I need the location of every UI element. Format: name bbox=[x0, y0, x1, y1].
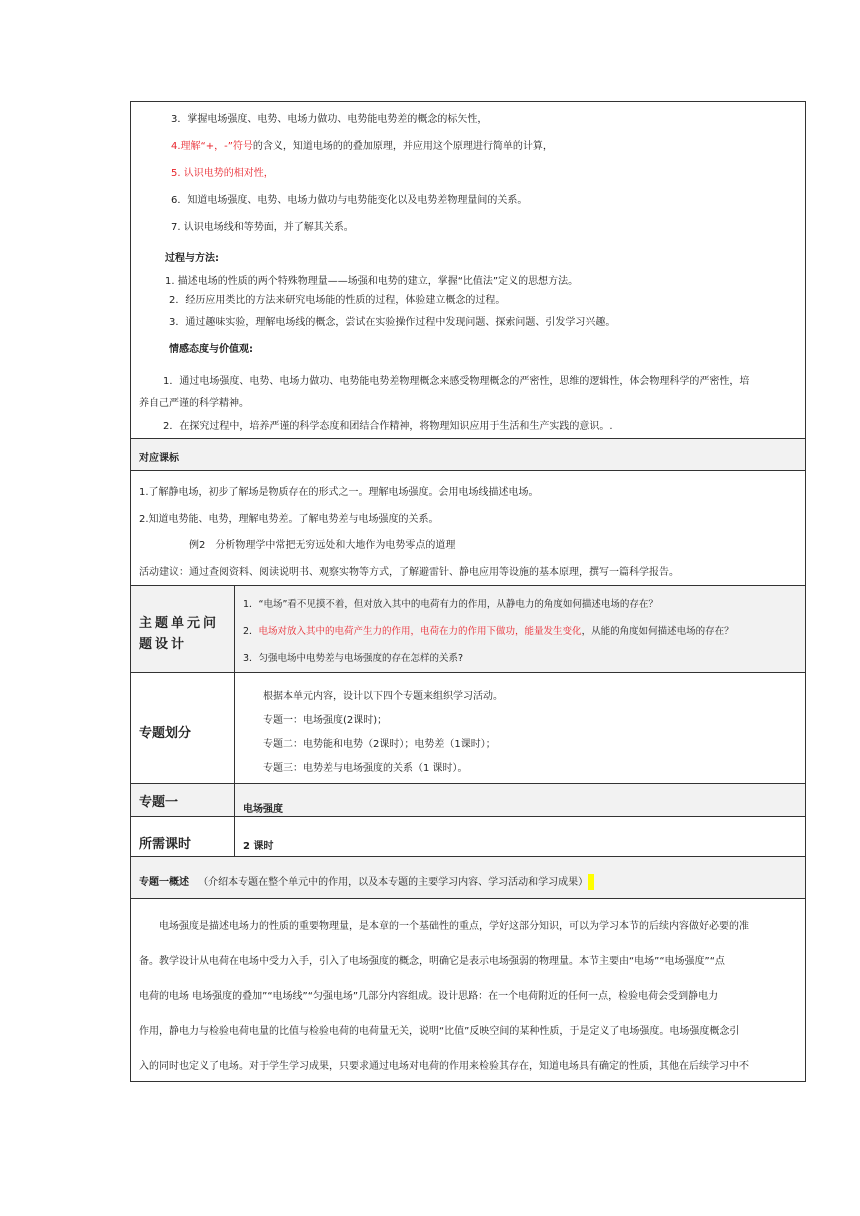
objective-item-4-red: 理解“+，-”符号 bbox=[180, 141, 253, 152]
objective-item-4-rest: 的含义，知道电场的的叠加原理，并应用这个原理进行简单的计算， bbox=[252, 141, 553, 152]
objective-item-5: 5. 认识电势的相对性， bbox=[171, 168, 274, 179]
process-item-3: 3．通过趣味实验，理解电场线的概念，尝试在实验操作过程中发现问题、探索问题、引发学习兴趣。 bbox=[169, 317, 616, 328]
divider bbox=[131, 438, 805, 439]
unit-question-2-rest: ，从能的角度如何描述电场的存在？ bbox=[581, 626, 734, 637]
overview-line-5: 入的同时也定义了电场。对于学生学习成果，只要求通过电场对电荷的作用来检验其存在，知道电场具有确定的性质，其他在后续学习中不 bbox=[139, 1061, 749, 1072]
divider bbox=[131, 898, 805, 899]
divider bbox=[131, 816, 805, 817]
hours-label: 所需课时 bbox=[139, 837, 192, 852]
standard-line-1: 1.了解静电场，初步了解场是物质存在的形式之一。理解电场强度。会用电场线描述电场。 bbox=[139, 487, 539, 498]
topic1-label: 专题一 bbox=[139, 795, 179, 810]
standard-line-2: 2.知道电势能、电势，理解电势差。了解电势差与电场强度的关系。 bbox=[139, 514, 439, 525]
overview-line-3: 电荷的电场 电场强度的叠加”“电场线”“匀强电场”几部分内容组成。设计思路：在一个电荷附近的任何一点，检验电荷会受到静电力 bbox=[139, 991, 719, 1002]
objective-item-7: 7. 认识电场线和等势面，并了解其关系。 bbox=[171, 222, 354, 233]
topic-line-1: 专题一：电场强度(2课时)； bbox=[263, 715, 388, 726]
standards-header-bg bbox=[131, 438, 805, 470]
process-item-2: 2．经历应用类比的方法来研究电场能的性质的过程，体验建立概念的过程。 bbox=[169, 295, 506, 306]
objective-item-4 bbox=[171, 137, 553, 152]
standard-activity: 活动建议：通过查阅资料、阅读说明书、观察实物等方式，了解避雷针、静电应用等设施的基本原理，撰写一篇科学报告。 bbox=[139, 567, 679, 578]
topics-label: 专题划分 bbox=[139, 726, 192, 741]
unit-question-2-prefix: 2． bbox=[243, 626, 259, 637]
standards-header: 对应课标 bbox=[139, 453, 179, 464]
objective-item-6: 6．知道电场强度、电势、电场力做功与电势能变化以及电势差物理量间的关系。 bbox=[171, 195, 528, 206]
overview-header bbox=[139, 873, 594, 890]
objective-item-4-prefix: 4. bbox=[171, 141, 181, 152]
emotion-title: 情感态度与价值观: bbox=[169, 344, 253, 355]
standard-example: 例2 分析物理学中常把无穷远处和大地作为电势零点的道理 bbox=[189, 540, 456, 551]
emotion-item-1-line-1: 1．通过电场强度、电势、电场力做功、电势能电势差物理概念来感受物理概念的严密性，思维的逻辑性，体会物理科学的严密性，培 bbox=[163, 376, 750, 387]
objective-item-3: 3．掌握电场强度、电势、电场力做功、电势能电势差的概念的标矢性， bbox=[171, 114, 488, 125]
overview-line-1: 电场强度是描述电场力的性质的重要物理量，是本章的一个基础性的重点，学好这部分知识，可以为学习本节的后续内容做好必要的准 bbox=[159, 921, 749, 932]
overview-line-4: 作用，静电力与检验电荷电量的比值与检验电荷的电荷量无关，说明“比值”反映空间的某种性质，于是定义了电场强度。电场强度概念引 bbox=[139, 1026, 740, 1037]
overview-line-2: 备。教学设计从电荷在电场中受力入手，引入了电场强度的概念，明确它是表示电场强弱的物理量。本节主要由“电场”“电场强度”“点 bbox=[139, 956, 725, 967]
topic-line-3: 专题三：电势差与电场强度的关系（1 课时）。 bbox=[263, 763, 468, 774]
divider bbox=[131, 672, 805, 673]
topic1-row-bg bbox=[131, 784, 805, 816]
unit-question-3: 3．匀强电场中电势差与电场强度的存在怎样的关系? bbox=[243, 653, 464, 664]
topic-line-2: 专题二：电势能和电势（2课时）；电势差（1课时）； bbox=[263, 739, 496, 750]
process-title: 过程与方法: bbox=[165, 253, 219, 264]
topic1-value: 电场强度 bbox=[243, 804, 283, 815]
unit-questions-label: 主题单元问题设计 bbox=[139, 616, 220, 652]
topics-intro: 根据本单元内容，设计以下四个专题来组织学习活动。 bbox=[263, 691, 503, 702]
column-divider bbox=[234, 783, 235, 856]
overview-title: 专题一概述 bbox=[139, 877, 189, 888]
unit-question-2 bbox=[243, 623, 734, 637]
divider bbox=[131, 585, 805, 586]
column-divider bbox=[234, 585, 235, 783]
unit-question-2-red: 电场对放入其中的电荷产生力的作用，电荷在力的作用下做功，能量发生变化 bbox=[258, 626, 582, 637]
divider bbox=[131, 470, 805, 471]
highlight-mark bbox=[588, 874, 594, 890]
hours-value: 2 课时 bbox=[243, 841, 274, 852]
overview-note: （介绍本专题在整个单元中的作用，以及本专题的主要学习内容、学习活动和学习成果） bbox=[198, 877, 589, 888]
process-item-1: 1. 描述电场的性质的两个特殊物理量——场强和电势的建立，掌握“比值法”定义的思想方法。 bbox=[165, 276, 579, 287]
emotion-item-2: 2．在探究过程中，培养严谨的科学态度和团结合作精神，将物理知识应用于生活和生产实践的意识。. bbox=[163, 421, 613, 432]
lesson-plan-table bbox=[130, 101, 806, 1082]
unit-question-1: 1．“电场”看不见摸不着，但对放入其中的电荷有力的作用，从静电力的角度如何描述电场的存在？ bbox=[243, 599, 658, 610]
emotion-item-1-line-2: 养自己严谨的科学精神。 bbox=[139, 398, 249, 409]
